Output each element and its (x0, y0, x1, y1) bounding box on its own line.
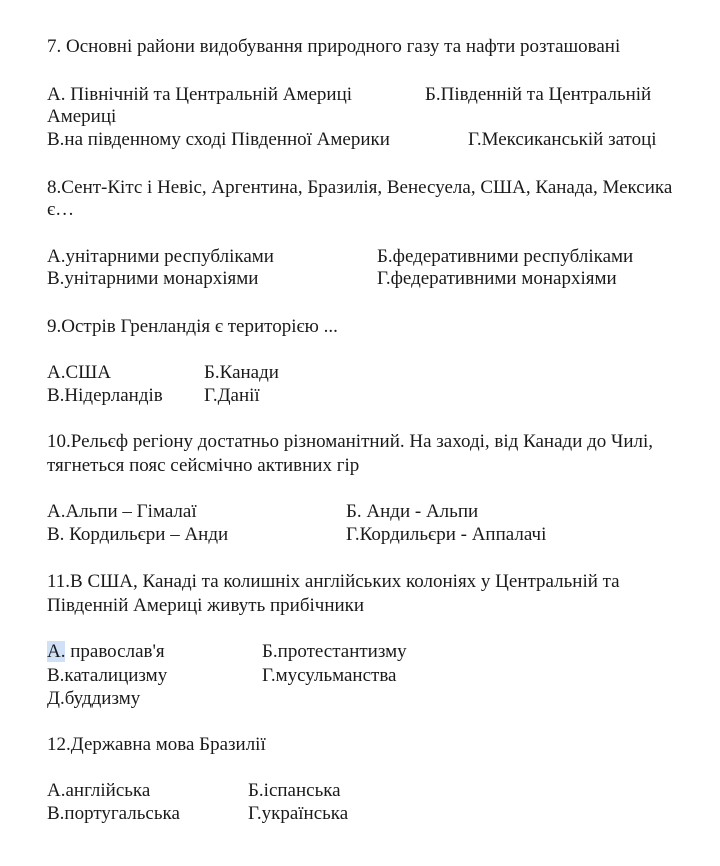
question-7-option-d: Г.Мексиканській затоці (468, 129, 657, 150)
question-11-option-e: Д.буддизму (47, 688, 141, 709)
question-12-text: 12.Державна мова Бразилії (47, 734, 266, 755)
question-12-option-c: В.португальська (47, 803, 180, 824)
question-12-option-a: А.англійська (47, 780, 151, 801)
question-11-option-d: Г.мусульманства (262, 665, 397, 686)
question-11-text: 11.В США, Канаді та колишніх англійських колоніях у Центральній та (47, 571, 620, 592)
question-12-option-b: Б.іспанська (248, 780, 341, 801)
question-7-option-c: В.на південному сході Південної Америки (47, 129, 390, 150)
question-9-option-c: В.Нідерландів (47, 385, 163, 406)
question-9-option-b: Б.Канади (204, 362, 279, 383)
question-11-text-continued: Південній Америці живуть прибічники (47, 595, 365, 616)
question-9-option-d: Г.Данії (204, 385, 260, 406)
question-7-option-b: Б.Південній та Центральній (425, 84, 652, 105)
question-8-text-continued: є… (47, 199, 75, 220)
question-7-option-b-continued: Америці (47, 106, 117, 127)
question-9-text: 9.Острів Гренландія є територією ... (47, 316, 338, 337)
question-8-text: 8.Сент-Кітс і Невіс, Аргентина, Бразилія, Венесуела, США, Канада, Мексика (47, 177, 673, 198)
question-10-text: 10.Рельєф регіону достатньо різноманітний. На заході, від Канади до Чилі, (47, 431, 654, 452)
question-10-text-continued: тягнеться пояс сейсмічно активних гір (47, 455, 360, 476)
question-10-option-b: Б. Анди - Альпи (346, 501, 479, 522)
question-12-option-d: Г.українська (248, 803, 349, 824)
question-8-option-d: Г.федеративними монархіями (377, 268, 617, 289)
question-11-option-a (47, 641, 165, 663)
question-10-option-d: Г.Кордильєри - Аппалачі (346, 524, 547, 545)
question-10-option-a: А.Альпи – Гімалаї (47, 501, 197, 522)
question-8-option-b: Б.федеративними республіками (377, 246, 634, 267)
question-11-option-a-label: православ'я (65, 641, 165, 662)
question-8-option-a: А.унітарними республіками (47, 246, 274, 267)
question-7-option-a: А. Північній та Центральній Америці (47, 84, 353, 105)
question-11-option-b: Б.протестантизму (262, 641, 407, 662)
question-11-option-c: В.каталицизму (47, 665, 168, 686)
question-8-option-c: В.унітарними монархіями (47, 268, 259, 289)
question-11-option-a-letter: А. (47, 641, 66, 662)
question-9-option-a: А.США (47, 362, 112, 383)
question-10-option-c: В. Кордильєри – Анди (47, 524, 229, 545)
question-7-text: 7. Основні райони видобування природного газу та нафти розташовані (47, 36, 621, 57)
